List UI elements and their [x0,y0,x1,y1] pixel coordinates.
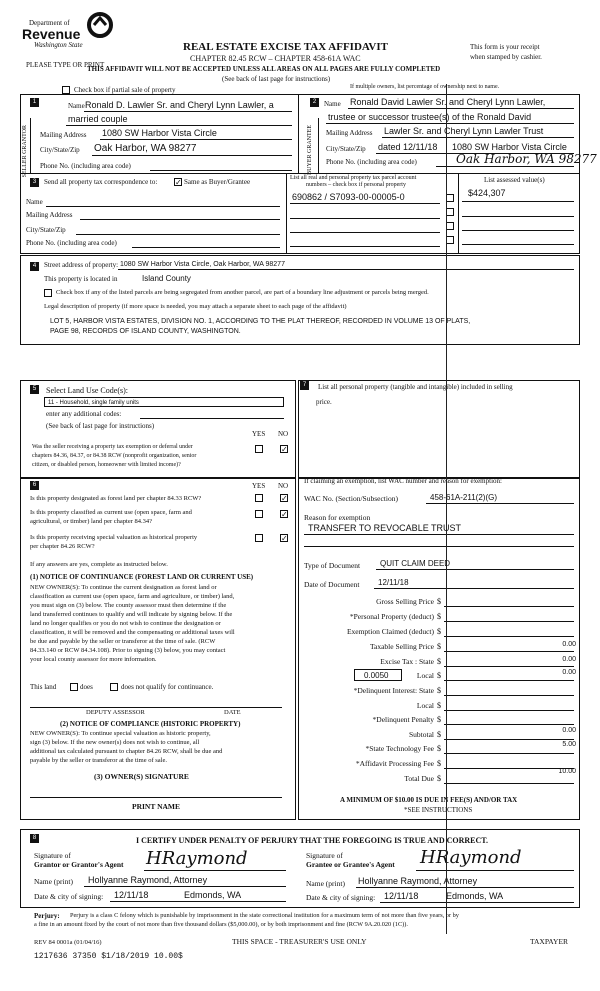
notice-1-line-4: land transferred continues to qualify and will indicate by signing below. If the [30,611,233,618]
excise-state-value: 0.00 [562,656,576,663]
seller-name-2: married couple [68,114,128,124]
q-historic-2: per chapter 84.26 RCW? [30,543,95,550]
certify-statement: I CERTIFY UNDER PENALTY OF PERJURY THAT THE FOREGOING IS TRUE AND CORRECT. [136,836,489,845]
gross-label: Gross Selling Price [376,597,434,606]
exemption-q-line-2: chapters 84.36, 84.37, or 84.38 RCW (nonprofit organization, senior [32,453,197,459]
corr-mailing-label: Mailing Address [26,211,73,219]
same-as-buyer-checkbox[interactable]: ✓ [175,178,182,187]
taxable-label: Taxable Selling Price [369,642,434,651]
treasurer-note: THIS SPACE - TREASURER'S USE ONLY [232,937,367,946]
total-dollar: $ [437,774,441,783]
notice-1-line-7: be due and payable by the seller or transferor at the time of sale. (RCW [30,638,216,645]
section-5-badge: 5 [30,385,39,394]
grantor-name-label: Name (print) [34,877,73,886]
please-type: PLEASE TYPE OR PRINT [26,61,105,69]
perjury-line-1: Perjury is a class C felony which is punishable by imprisonment in the state correctional institution for a maximum term of not more than five years, or by [70,912,459,919]
notice-1-line-2: classification as current use (open space, farm and agriculture, or timber) land, [30,593,235,600]
notice-1-line-9: your local county assessor for more information. [30,656,157,663]
parcel-number: 690862 / S7093-00-00005-0 [292,192,405,202]
notice-1-line-8: 84.33.140 or RCW 84.34.108). Prior to signing (3) below, you may contact [30,647,226,654]
buyer-city-label: City/State/Zip [326,145,366,153]
seller-mailing-label: Mailing Address [40,131,87,139]
tech-fee-value: 5.00 [562,741,576,748]
q-historic-1: Is this property receiving special valuation as historical property [30,534,198,541]
doc-type-label: Type of Document [304,561,361,570]
doc-date-label: Date of Document [304,580,360,589]
personal-property-box [298,380,580,478]
parcels-header-1: List all real and personal property tax parcel account [290,175,417,181]
section-4-badge: 4 [30,262,39,271]
notice-2-title: (2) NOTICE OF COMPLIANCE (HISTORIC PROPERTY) [60,720,241,728]
subtotal-value: 0.00 [562,727,576,734]
buyer-handwritten-city: Oak Harbor, WA 98277 [456,152,597,166]
perjury-line-2: a fine in an amount fixed by the court of not more than five thousand dollars ($5,000.00), or by both imprisonment and fine (RCW 9A.20.020 (1C)). [34,921,408,928]
grantee-signature: HRaymond [420,847,522,868]
notice-1-line-5: land no longer qualifies or you do not wish to continue the designation or [30,620,221,627]
treasurer-stamp: 1217636 37350 $1/18/2019 10.00$ [34,952,183,961]
no-header-5: NO [278,430,289,438]
forest-no-checkbox[interactable]: ✓ [281,494,288,503]
seller-city: Oak Harbor, WA 98277 [94,143,197,154]
exemption-reason: TRANSFER TO REVOCABLE TRUST [308,523,462,533]
exemption-q-line-1: Was the seller receiving a property tax exemption or deferral under [32,444,193,450]
grantor-date-label: Date & city of signing: [34,892,104,901]
taxable-dollar: $ [437,642,441,651]
section-2-badge: 2 [310,98,319,107]
corr-name-label: Name [26,198,43,206]
same-as-buyer-label: Same as Buyer/Grantee [184,178,251,186]
notice-1-line-6: classification, it will be removed and the compensating or additional taxes will [30,629,235,636]
seller-city-label: City/State/Zip [40,146,80,154]
form-subtitle: CHAPTER 82.45 RCW – CHAPTER 458-61A WAC [190,54,361,63]
section-1-badge: 1 [30,98,39,107]
forest-yes-checkbox[interactable] [255,494,263,502]
land-use-select[interactable] [44,397,284,407]
if-yes-note: If any answers are yes, complete as instructed below. [30,561,168,568]
personal-property-checkbox-2[interactable] [446,208,454,216]
exemption-dollar: $ [437,627,441,636]
grantor-city: Edmonds, WA [184,890,242,900]
buyer-name-label: Name [324,100,341,108]
buyer-mailing-label: Mailing Address [326,129,373,137]
historic-yes-checkbox[interactable] [255,534,263,542]
grantee-date-label: Date & city of signing: [306,893,376,902]
dor-logo-icon [84,12,116,38]
grantee-name-label: Name (print) [306,879,345,888]
buyer-city-dated: dated 12/11/18 [378,142,438,152]
owner-signature-label: (3) OWNER(S) SIGNATURE [94,772,189,781]
section-3-badge: 3 [30,178,39,187]
excise-state-dollar: $ [437,657,441,666]
grantee-name: Hollyanne Raymond, Attorney [358,876,478,886]
total-due-value: 10.00 [558,768,576,775]
additional-codes-label: enter any additional codes: [46,410,122,418]
yes-header-6: YES [252,482,266,490]
partial-sale-checkbox[interactable] [62,86,70,94]
buyer-name-1: Ronald David Lawler Sr. and Cheryl Lynn Lawler, [350,97,546,107]
personal-deduct-label: *Personal Property (deduct) [349,612,434,621]
grantee-sig-label-1: Signature of [306,851,343,860]
notice-1-line-3: you must sign on (3) below. The county assessor must then determine if the [30,602,227,609]
exemption-q-line-3: citizen, or disabled person, homeowner with limited income)? [32,462,181,468]
notice-2-line-2: sign (3) below. If the new owner(s) does not wish to continue, all [30,739,200,746]
excise-state-label: Excise Tax : State [380,657,434,666]
q-current-use-2: agricultural, or timber) land per chapter 84.34? [30,518,153,525]
historic-no-checkbox[interactable]: ✓ [281,534,288,543]
wac-label: WAC No. (Section/Subsection) [304,494,398,503]
deputy-date-label: DATE [224,709,241,716]
total-due-label: Total Due [404,774,434,783]
buyer-city-addr: 1080 SW Harbor Vista Circle [452,142,567,152]
form-warning: THIS AFFIDAVIT WILL NOT BE ACCEPTED UNLESS ALL AREAS ON ALL PAGES ARE FULLY COMPLETED [87,65,441,73]
see-back-top: (See back of last page for instructions) [222,75,331,83]
grantor-signature: HRaymond [146,848,248,869]
grantee-sig-label-2: Grantee or Grantee's Agent [306,860,395,869]
wac-number: 458-61A-211(2)(G) [430,493,497,502]
seller-name-label: Name [68,102,85,110]
local-rate: 0.0050 [364,671,389,680]
county: Island County [142,274,191,283]
scan-line [446,84,447,934]
seller-mailing: 1080 SW Harbor Vista Circle [102,128,217,138]
exemption-label: If claiming an exemption, list WAC number and reason for exemption: [304,477,502,485]
buyer-phone-label: Phone No. (including area code) [326,158,417,166]
land-use-see-back: (See back of last page for instructions) [46,422,155,430]
notice-2-line-3: additional tax calculated pursuant to chapter 84.26 RCW, shall be due and [30,748,223,755]
legal-line-2: PAGE 98, RECORDS OF ISLAND COUNTY, WASHINGTON. [50,328,241,335]
local-value: 0.00 [562,669,576,676]
q-current-use-1: Is this property classified as current use (open space, farm and [30,509,192,516]
print-name-label: PRINT NAME [132,802,180,811]
deputy-assessor-label: DEPUTY ASSESSOR [86,709,145,716]
personal-property-checkbox-4[interactable] [446,236,454,244]
minimum-note: A MINIMUM OF $10.00 IS DUE IN FEE(S) AND/OR TAX [340,796,518,804]
section-8-badge: 8 [30,834,39,843]
affidavit-fee-label: *Affidavit Processing Fee [355,759,434,768]
yes-header-5: YES [252,430,266,438]
land-does-label: does [80,683,93,691]
seller-side-label: SELLER GRANTOR [22,125,28,178]
correspondence-label: Send all property tax correspondence to: [44,178,158,186]
notice-2-line-4: payable by the seller or transferor at the time of sale. [30,757,167,764]
rev-number: REV 84 0001a (01/04/16) [34,939,102,946]
delinquent-penalty-label: *Delinquent Penalty [372,715,434,724]
segregated-label: Check box if any of the listed parcels are being segregated from another parcel, are part of a boundary line adjustment or parcels being merged. [56,289,429,296]
personal-property-checkbox-1[interactable] [446,194,454,202]
doc-type: QUIT CLAIM DEED [380,559,451,568]
grantor-sig-label-1: Signature of [34,851,71,860]
legal-line-1: LOT 5, HARBOR VISTA ESTATES, DIVISION NO. 1, ACCORDING TO THE PLAT THEREOF, RECORDED IN VOLUME 13 OF PLATS, [50,318,471,325]
this-land-label: This land [30,683,57,691]
land-does-not-checkbox[interactable] [110,683,118,691]
penalty-dollar: $ [437,715,441,724]
segregated-checkbox[interactable] [44,289,52,297]
buyer-name-2: trustee or successor trustee(s) of the Ronald David [328,112,532,122]
subtotal-label: Subtotal [408,730,434,739]
legal-label: Legal description of property (if more space is needed, you may attach a separate sheet to each page of the affidavit) [44,303,347,310]
grantee-city: Edmonds, WA [446,891,504,901]
assessed-value: $424,307 [468,188,506,198]
exemption-yes-checkbox[interactable] [255,445,263,453]
q-forest: Is this property designated as forest land per chapter 84.33 RCW? [30,495,202,502]
taxpayer-label: TAXPAYER [530,937,569,946]
partial-sale-label: Check box if partial sale of property [74,86,176,94]
receipt-note-1: This form is your receipt [470,43,540,51]
form-title: REAL ESTATE EXCISE TAX AFFIDAVIT [183,41,388,53]
current-use-no-checkbox[interactable]: ✓ [281,510,288,519]
delinquent-local-dollar: $ [437,701,441,710]
gross-dollar: $ [437,597,441,606]
grantee-date: 12/11/18 [384,891,419,901]
local-dollar: $ [437,671,441,680]
delinquent-local-label: Local [416,701,434,710]
located-label: This property is located in [44,275,118,283]
notice-2-line-1: NEW OWNER(S): To continue special valuation as historic property, [30,730,211,737]
notice-1-title: (1) NOTICE OF CONTINUANCE (FOREST LAND OR CURRENT USE) [30,573,254,581]
see-instructions: *SEE INSTRUCTIONS [404,806,473,814]
corr-city-label: City/State/Zip [26,226,66,234]
personal-dollar: $ [437,612,441,621]
buyer-side-label: BUYER GRANTEE [307,125,313,175]
dept-line-3: Washington State [34,41,83,49]
grantor-sig-label-2: Grantor or Grantor's Agent [34,860,124,869]
doc-date: 12/11/18 [378,578,409,587]
grantor-date: 12/11/18 [114,890,149,900]
personal-property-checkbox-3[interactable] [446,222,454,230]
exemption-deduct-label: Exemption Claimed (deduct) [346,627,434,636]
tech-fee-label: *State Technology Fee [365,744,434,753]
reason-label: Reason for exemption [304,513,371,522]
value-header: List assessed value(s) [484,176,545,184]
personal-property-label-1: List all personal property (tangible and intangible) included in selling [318,383,513,391]
parcels-header-2: numbers – check box if personal property [306,182,406,188]
delinquent-state-dollar: $ [437,686,441,695]
local-rate-box [354,669,402,681]
land-use-label: Select Land Use Code(s): [46,386,128,395]
buyer-mailing: Lawler Sr. and Cheryl Lynn Lawler Trust [384,126,544,136]
land-does-not-label: does not qualify for continuance. [121,683,214,691]
no-header-6: NO [278,482,289,490]
street-label: Street address of property: [44,261,119,269]
dept-line-2: Revenue [22,26,81,42]
grantor-name: Hollyanne Raymond, Attorney [88,875,208,885]
section-6-badge: 6 [30,481,39,490]
section-7-badge: 7 [300,381,309,390]
multiple-owners-note: If multiple owners, list percentage of ownership next to name. [350,84,500,90]
corr-phone-label: Phone No. (including area code) [26,239,117,247]
exemption-no-checkbox[interactable]: ✓ [281,445,288,454]
tech-fee-dollar: $ [437,744,441,753]
receipt-note-2: when stamped by cashier. [470,53,542,61]
delinquent-state-label: *Delinquent Interest: State [353,686,434,695]
street-address: 1080 SW Harbor Vista Circle, Oak Harbor, WA 98277 [120,261,285,268]
seller-phone-label: Phone No. (including area code) [40,162,131,170]
local-label: Local [416,671,434,680]
affidavit-fee-dollar: $ [437,759,441,768]
seller-name-1: Ronald D. Lawler Sr. and Cheryl Lynn Lawler, a [85,100,274,110]
dept-line-1: Department of [29,19,70,27]
perjury-label: Perjury: [34,912,60,920]
current-use-yes-checkbox[interactable] [255,510,263,518]
notice-1-line-1: NEW OWNER(S): To continue the current designation as forest land or [30,584,217,591]
land-use-code: 11 - Household, single family units [48,400,139,406]
taxable-value: 0.00 [562,641,576,648]
land-does-checkbox[interactable] [70,683,78,691]
subtotal-dollar: $ [437,730,441,739]
personal-property-label-2: price. [316,398,332,406]
